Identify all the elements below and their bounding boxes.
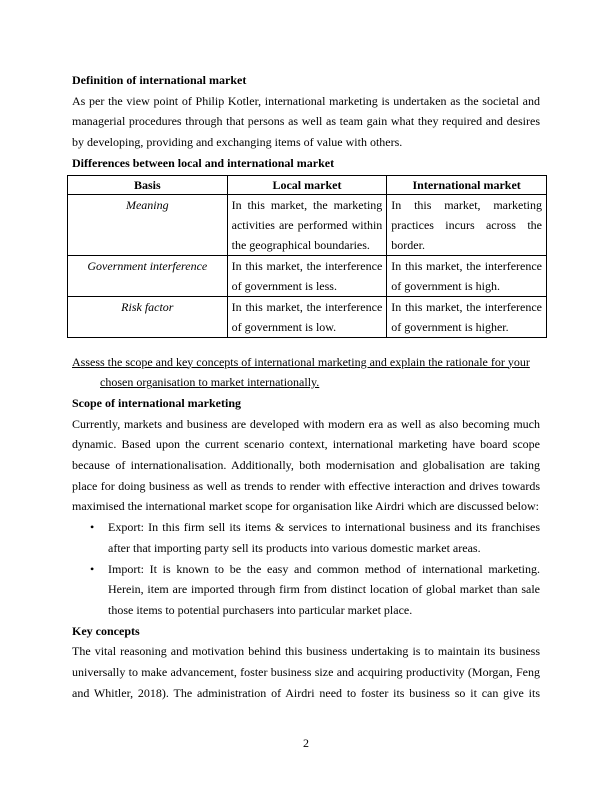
bullet-icon: •	[90, 561, 95, 576]
table-cell-international: In this market, marketing practices incurs across the border.	[387, 194, 547, 255]
differences-heading: Differences between local and international market	[72, 155, 335, 170]
list-item	[72, 559, 540, 621]
column-header: Local market	[227, 175, 387, 194]
table-cell-international: In this market, the interference of government is high.	[387, 255, 547, 296]
scope-heading: Scope of international marketing	[72, 395, 241, 410]
column-header: International market	[387, 175, 547, 194]
scope-bullet-list	[72, 517, 540, 621]
table-cell-basis: Risk factor	[68, 296, 228, 337]
bullet-icon: •	[90, 520, 95, 535]
key-concepts-paragraph: The vital reasoning and motivation behind this business undertaking is to maintain its business universally to make advancement, foster business size and acquiring productivity (Morgan, Feng and Whitler, 2018). The administration of Airdri need to foster its business so it can give its	[72, 644, 540, 700]
table-header-row	[68, 175, 547, 194]
table-cell-local: In this market, the marketing activities are performed within the geographical boundaries.	[227, 194, 387, 255]
differences-table	[67, 175, 547, 338]
assess-task-heading	[72, 352, 540, 393]
table-cell-local: In this market, the interference of government is less.	[227, 255, 387, 296]
table-row	[68, 255, 547, 296]
key-concepts-heading: Key concepts	[72, 623, 140, 638]
list-item	[72, 517, 540, 558]
page-number: 2	[303, 736, 309, 750]
table-cell-international: In this market, the interference of government is higher.	[387, 296, 547, 337]
table-row	[68, 296, 547, 337]
assess-line-1: Assess the scope and key concepts of international marketing and explain the rationale for your	[72, 354, 530, 369]
assess-line-2: chosen organisation to market internationally.	[100, 375, 320, 390]
definition-heading: Definition of international market	[72, 73, 247, 87]
document-page	[72, 70, 540, 703]
table-cell-basis: Government interference	[68, 255, 228, 296]
list-item-text: Import: It is known to be the easy and common method of international marketing. Herein, item are imported through firm from distinct location of global market than sale those items to potential purchasers into particular market place.	[108, 561, 540, 617]
column-header: Basis	[68, 175, 228, 194]
table-cell-basis: Meaning	[68, 194, 228, 255]
scope-paragraph: Currently, markets and business are developed with modern era as well as also becoming much dynamic. Based upon the current scenario context, international marketing have board scope because of internationalisation. Additionally, both modernisation and globalisation are taking place for doing business as well as trends to render with effective interaction and drives towards maximised the international market scope for organisation like Airdri which are discussed below:	[72, 416, 540, 514]
table-row	[68, 194, 547, 255]
list-item-text: Export: In this firm sell its items & services to international business and its franchises after that importing party sell its products into various domestic market areas.	[108, 520, 540, 555]
definition-paragraph: As per the view point of Philip Kotler, international marketing is undertaken as the societal and managerial procedures through that persons as well as team gain what they required and desires by developing, providing and exchanging items of value with others.	[72, 93, 540, 150]
table-cell-local: In this market, the interference of government is low.	[227, 296, 387, 337]
